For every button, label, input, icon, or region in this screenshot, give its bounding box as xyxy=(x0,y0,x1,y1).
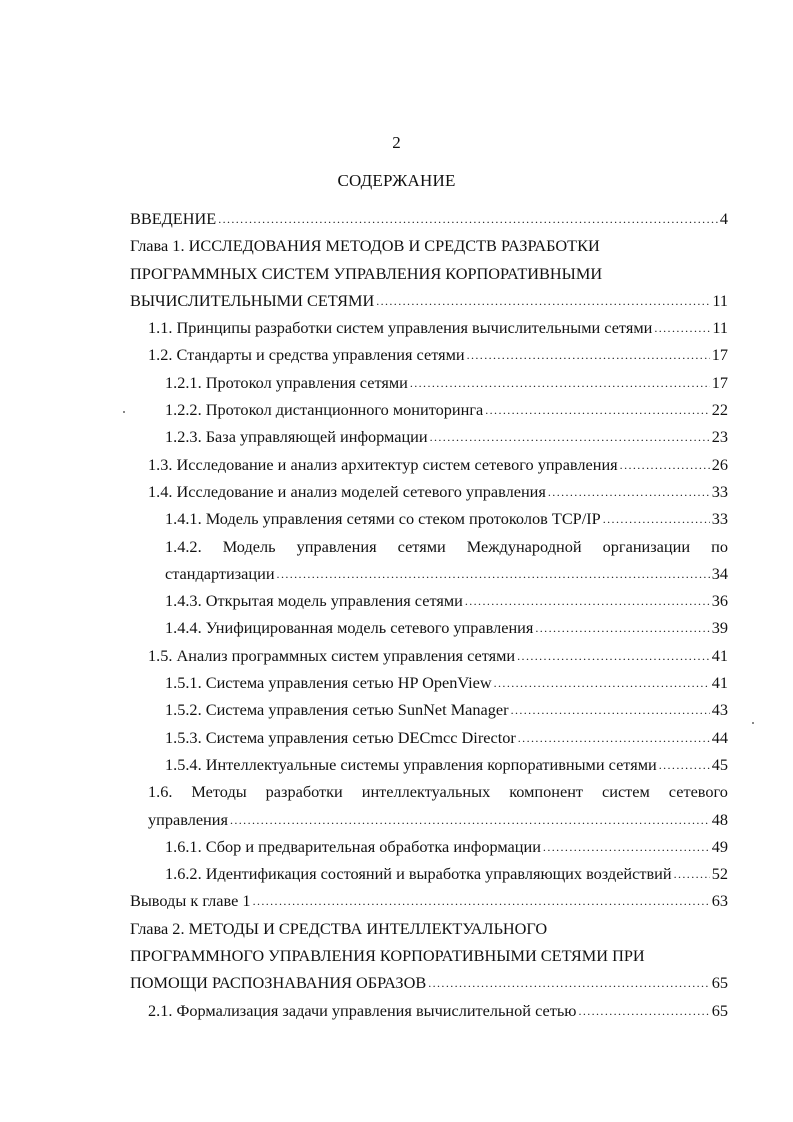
toc-page-number: 36 xyxy=(711,591,728,611)
dot-leader xyxy=(230,805,710,834)
scan-speck xyxy=(752,722,754,724)
toc-entry-chapter-2[interactable] xyxy=(130,915,728,997)
dot-leader xyxy=(376,286,710,315)
dot-leader xyxy=(410,368,710,397)
toc-page-number: 17 xyxy=(711,345,728,365)
toc-entry-1-2-1[interactable] xyxy=(130,369,728,396)
toc-entry-text: 1.5. Анализ программных систем управления сетями xyxy=(148,645,516,665)
toc-entry-text: 1.1. Принципы разработки систем управления вычислительными сетями xyxy=(148,318,653,338)
page-number: 2 xyxy=(392,133,401,152)
toc-entry-1-2[interactable] xyxy=(130,341,728,368)
toc-entry-text-line xyxy=(165,533,728,560)
toc-entry-text-line xyxy=(148,778,728,805)
dot-leader xyxy=(517,641,710,670)
toc-word: сетевого xyxy=(668,782,728,802)
toc-entry-text: 1.4. Исследование и анализ моделей сетевого управления xyxy=(148,481,546,501)
toc-entry-1-5-1[interactable] xyxy=(130,669,728,696)
dot-leader xyxy=(467,340,710,369)
toc-page-number: 34 xyxy=(711,563,728,583)
toc-entry-text: 1.5.1. Система управления сетью HP OpenView xyxy=(165,673,492,693)
toc-page-number: 4 xyxy=(719,209,728,228)
toc-entry-1-4-1[interactable] xyxy=(130,505,728,532)
scan-speck xyxy=(123,411,125,413)
toc-page-number: 33 xyxy=(711,509,728,529)
toc-word: разработки xyxy=(265,782,343,802)
toc-word: компонент xyxy=(509,782,584,802)
toc-page-number: 44 xyxy=(711,727,728,747)
dot-leader xyxy=(511,695,710,724)
toc-page-number: 52 xyxy=(711,864,728,884)
toc-entry-text: 1.4.4. Унифицированная модель сетевого управления xyxy=(165,618,534,638)
toc-entry-text-line: Глава 1. ИССЛЕДОВАНИЯ МЕТОДОВ И СРЕДСТВ РАЗРАБОТКИ xyxy=(130,236,600,256)
dot-leader xyxy=(603,504,710,533)
toc-entry-1-4[interactable] xyxy=(130,478,728,505)
toc-entry-text: 1.5.2. Система управления сетью SunNet Manager xyxy=(165,700,509,720)
toc-page-number: 33 xyxy=(711,481,728,501)
dot-leader xyxy=(674,859,710,888)
toc-entry-text: 1.2.3. База управляющей информации xyxy=(165,427,428,447)
toc-title: СОДЕРЖАНИЕ xyxy=(337,171,456,190)
toc-word: интеллектуальных xyxy=(361,782,491,802)
toc-word: Международной xyxy=(466,536,582,556)
toc-entry-1-5[interactable] xyxy=(130,642,728,669)
toc-page-number: 11 xyxy=(712,290,728,310)
toc-entry-text: 1.4.3. Открытая модель управления сетями xyxy=(165,591,463,611)
toc-entry-1-5-2[interactable] xyxy=(130,696,728,723)
dot-leader xyxy=(430,422,710,451)
toc-entry-chapter-1[interactable] xyxy=(130,232,728,314)
toc-entry-1-6-1[interactable] xyxy=(130,833,728,860)
toc-word: организации xyxy=(602,536,691,556)
toc-entry-text: 1.5.4. Интеллектуальные системы управления корпоративными сетями xyxy=(165,754,657,774)
toc-entry-1-3[interactable] xyxy=(130,451,728,478)
dot-leader xyxy=(620,450,710,479)
toc-page-number: 48 xyxy=(711,809,728,829)
dot-leader xyxy=(654,313,710,342)
dot-leader xyxy=(253,886,710,915)
dot-leader xyxy=(218,204,718,233)
dot-leader xyxy=(548,477,710,506)
toc-entry-text: ВЫЧИСЛИТЕЛЬНЫМИ СЕТЯМИ xyxy=(130,290,375,310)
toc-entry-text: стандартизации xyxy=(165,563,275,583)
toc-entry-text: 1.6.2. Идентификация состояний и выработка управляющих воздействий xyxy=(165,864,672,884)
dot-leader xyxy=(518,723,710,752)
toc-entry-text: Выводы к главе 1 xyxy=(130,891,251,911)
toc-page-number: 23 xyxy=(711,427,728,447)
dot-leader xyxy=(535,613,709,642)
toc-page-number: 65 xyxy=(711,973,728,993)
toc-entry-1-5-3[interactable] xyxy=(130,724,728,751)
toc-entry-1-4-4[interactable] xyxy=(130,614,728,641)
toc-entry-1-6-2[interactable] xyxy=(130,860,728,887)
table-of-contents xyxy=(130,205,728,1024)
toc-entry-conclusions-1[interactable] xyxy=(130,887,728,914)
toc-entry-1-1[interactable] xyxy=(130,314,728,341)
dot-leader xyxy=(659,750,710,779)
toc-entry-text: 1.3. Исследование и анализ архитектур систем сетевого управления xyxy=(148,454,618,474)
toc-word: по xyxy=(711,536,728,556)
toc-entry-text: 1.6.1. Сбор и предварительная обработка информации xyxy=(165,836,541,856)
toc-entry-text-line: ПРОГРАММНЫХ СИСТЕМ УПРАВЛЕНИЯ КОРПОРАТИВНЫМИ xyxy=(130,263,603,283)
dot-leader xyxy=(277,559,710,588)
toc-page-number: 45 xyxy=(711,754,728,774)
toc-word: 1.6. xyxy=(148,782,173,802)
dot-leader xyxy=(543,832,710,861)
toc-word: управления xyxy=(296,536,377,556)
toc-entry-1-5-4[interactable] xyxy=(130,751,728,778)
toc-entry-intro[interactable] xyxy=(130,205,728,232)
toc-word: Модель xyxy=(222,536,276,556)
toc-word: сетями xyxy=(397,536,446,556)
toc-entry-1-4-2[interactable] xyxy=(130,533,728,588)
toc-page-number: 43 xyxy=(711,700,728,720)
toc-page-number: 22 xyxy=(711,400,728,420)
toc-page-number: 39 xyxy=(711,618,728,638)
toc-page-number: 26 xyxy=(711,454,728,474)
toc-entry-text: ВВЕДЕНИЕ xyxy=(130,209,217,228)
toc-entry-text: 1.5.3. Система управления сетью DECmcc Director xyxy=(165,727,516,747)
dot-leader xyxy=(494,668,710,697)
toc-entry-1-6[interactable] xyxy=(130,778,728,833)
toc-entry-1-4-3[interactable] xyxy=(130,587,728,614)
dot-leader xyxy=(428,968,710,997)
dot-leader xyxy=(465,586,710,615)
toc-entry-text: 1.2.1. Протокол управления сетями xyxy=(165,372,408,392)
toc-word: Методы xyxy=(191,782,247,802)
toc-entry-text: 1.4.1. Модель управления сетями со стеком протоколов TCP/IP xyxy=(165,509,601,529)
toc-word: систем xyxy=(602,782,650,802)
dot-leader xyxy=(485,395,709,424)
toc-entry-text-line: ПРОГРАММНОГО УПРАВЛЕНИЯ КОРПОРАТИВНЫМИ СЕТЯМИ ПРИ xyxy=(130,946,645,966)
toc-page-number: 65 xyxy=(711,1000,728,1020)
toc-entry-text: управления xyxy=(148,809,228,829)
toc-entry-text-line: Глава 2. МЕТОДЫ И СРЕДСТВА ИНТЕЛЛЕКТУАЛЬНОГО xyxy=(130,918,548,938)
dot-leader xyxy=(578,996,709,1025)
toc-entry-text: ПОМОЩИ РАСПОЗНАВАНИЯ ОБРАЗОВ xyxy=(130,973,427,993)
toc-page-number: 41 xyxy=(711,673,728,693)
toc-entry-text: 2.1. Формализация задачи управления вычислительной сетью xyxy=(148,1000,577,1020)
toc-page-number: 41 xyxy=(711,645,728,665)
toc-page-number: 17 xyxy=(711,372,728,392)
toc-entry-1-2-3[interactable] xyxy=(130,423,728,450)
toc-word: 1.4.2. xyxy=(165,536,202,556)
toc-entry-text: 1.2.2. Протокол дистанционного мониторинга xyxy=(165,400,484,420)
toc-page-number: 11 xyxy=(712,318,728,338)
toc-entry-text: 1.2. Стандарты и средства управления сетями xyxy=(148,345,465,365)
toc-entry-2-1[interactable] xyxy=(130,997,728,1024)
toc-page-number: 63 xyxy=(711,891,728,911)
toc-entry-1-2-2[interactable] xyxy=(130,396,728,423)
toc-page-number: 49 xyxy=(711,836,728,856)
